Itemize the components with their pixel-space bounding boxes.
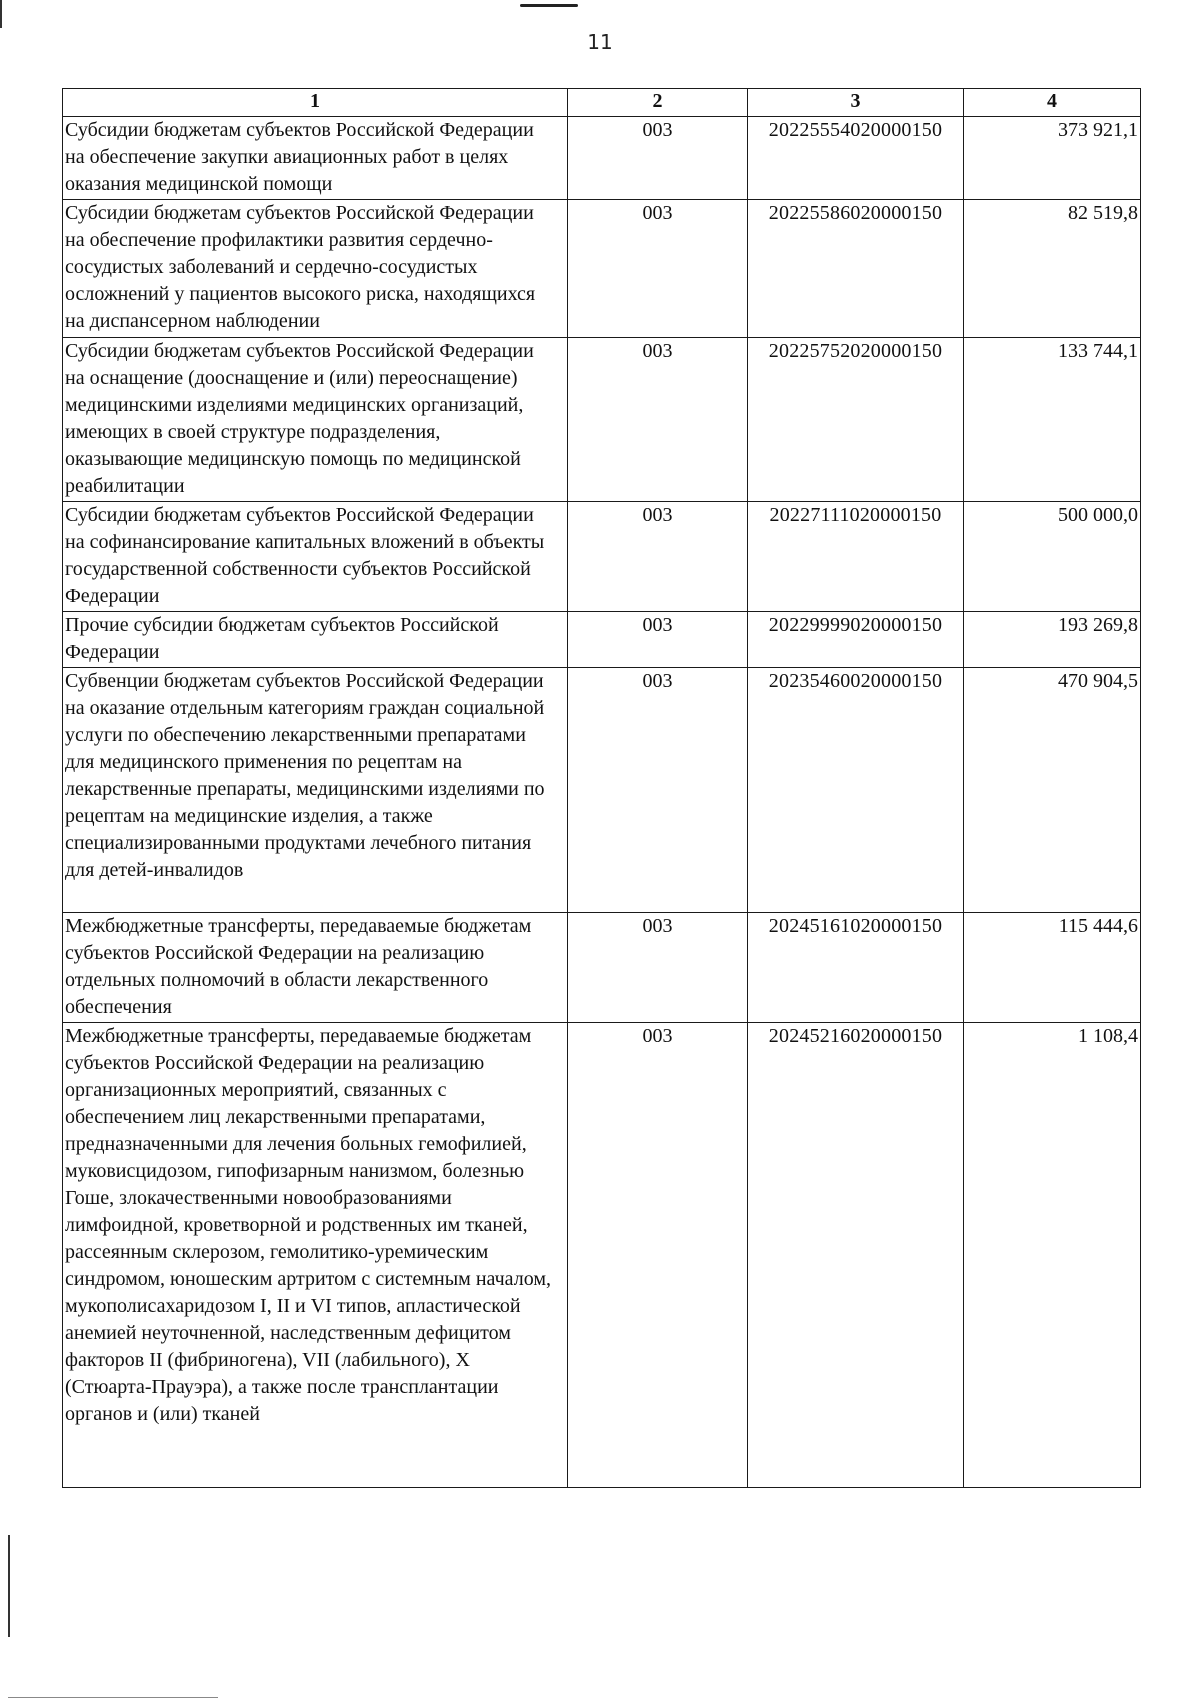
row-amount: 193 269,8 bbox=[964, 612, 1141, 668]
row-name: Прочие субсидии бюджетам субъектов Российской Федерации bbox=[63, 612, 568, 668]
table-row bbox=[63, 612, 1141, 668]
header-row bbox=[63, 89, 1141, 117]
row-admin-code: 003 bbox=[568, 668, 748, 913]
scan-edge-mark bbox=[0, 0, 2, 28]
row-admin-code: 003 bbox=[568, 1023, 748, 1488]
budget-table bbox=[62, 88, 1141, 1488]
row-amount: 115 444,6 bbox=[964, 913, 1141, 1023]
header-col-2: 2 bbox=[568, 89, 748, 117]
row-budget-code: 20225554020000150 bbox=[748, 117, 964, 200]
row-admin-code: 003 bbox=[568, 612, 748, 668]
header-col-3: 3 bbox=[748, 89, 964, 117]
row-name: Субвенции бюджетам субъектов Российской Федерации на оказание отдельным категориям граждан социальной услуги по обеспечению лекарственными препаратами для медицинского применения по рецептам на лекарственные препараты, медицинскими изделиями по рецептам на медицинские изделия, а также специализированными продуктами лечебного питания для детей-инвалидов bbox=[63, 668, 568, 913]
row-name: Субсидии бюджетам субъектов Российской Федерации на обеспечение закупки авиационных работ в целях оказания медицинской помощи bbox=[63, 117, 568, 200]
row-budget-code: 20245161020000150 bbox=[748, 913, 964, 1023]
table-row bbox=[63, 117, 1141, 200]
scan-edge-mark bbox=[8, 1535, 10, 1637]
page-number: 11 bbox=[587, 30, 613, 54]
table-row bbox=[63, 338, 1141, 502]
row-amount: 373 921,1 bbox=[964, 117, 1141, 200]
row-budget-code: 20235460020000150 bbox=[748, 668, 964, 913]
row-admin-code: 003 bbox=[568, 200, 748, 338]
scan-top-mark bbox=[520, 4, 578, 7]
row-admin-code: 003 bbox=[568, 913, 748, 1023]
row-budget-code: 20229999020000150 bbox=[748, 612, 964, 668]
table-row bbox=[63, 668, 1141, 913]
row-admin-code: 003 bbox=[568, 117, 748, 200]
table-row bbox=[63, 913, 1141, 1023]
header-col-1: 1 bbox=[63, 89, 568, 117]
table-row bbox=[63, 200, 1141, 338]
row-amount: 133 744,1 bbox=[964, 338, 1141, 502]
row-name: Межбюджетные трансферты, передаваемые бюджетам субъектов Российской Федерации на реализацию отдельных полномочий в области лекарственного обеспечения bbox=[63, 913, 568, 1023]
row-budget-code: 20225586020000150 bbox=[748, 200, 964, 338]
row-name: Межбюджетные трансферты, передаваемые бюджетам субъектов Российской Федерации на реализацию организационных мероприятий, связанных с обеспечением лиц лекарственными препаратами, предназначенными для лечения больных гемофилией, муковисцидозом, гипофизарным нанизмом, болезнью Гоше, злокачественными новообразованиями лимфоидной, кроветворной и родственных им тканей, рассеянным склерозом, гемолитико-уремическим синдромом, юношеским артритом с системным началом, мукополисахаридозом I, II и VI типов, апластической анемией неуточненной, наследственным дефицитом факторов II (фибриногена), VII (лабильного), X (Стюарта-Прауэра), а также после трансплантации органов и (или) тканей bbox=[63, 1023, 568, 1488]
row-admin-code: 003 bbox=[568, 338, 748, 502]
row-budget-code: 20225752020000150 bbox=[748, 338, 964, 502]
row-admin-code: 003 bbox=[568, 502, 748, 612]
header-col-4: 4 bbox=[964, 89, 1141, 117]
row-amount: 500 000,0 bbox=[964, 502, 1141, 612]
row-amount: 470 904,5 bbox=[964, 668, 1141, 913]
row-amount: 82 519,8 bbox=[964, 200, 1141, 338]
row-name: Субсидии бюджетам субъектов Российской Федерации на обеспечение профилактики развития сердечно-сосудистых заболеваний и сердечно-сосудистых осложнений у пациентов высокого риска, находящихся на диспансерном наблюдении bbox=[63, 200, 568, 338]
row-budget-code: 20245216020000150 bbox=[748, 1023, 964, 1488]
table-row bbox=[63, 1023, 1141, 1488]
row-name: Субсидии бюджетам субъектов Российской Федерации на оснащение (дооснащение и (или) переоснащение) медицинскими изделиями медицинских организаций, имеющих в своей структуре подразделения, оказывающие медицинскую помощь по медицинской реабилитации bbox=[63, 338, 568, 502]
table-row bbox=[63, 502, 1141, 612]
row-name: Субсидии бюджетам субъектов Российской Федерации на софинансирование капитальных вложений в объекты государственной собственности субъектов Российской Федерации bbox=[63, 502, 568, 612]
row-budget-code: 20227111020000150 bbox=[748, 502, 964, 612]
row-amount: 1 108,4 bbox=[964, 1023, 1141, 1488]
scan-bottom-rule bbox=[8, 1697, 218, 1698]
